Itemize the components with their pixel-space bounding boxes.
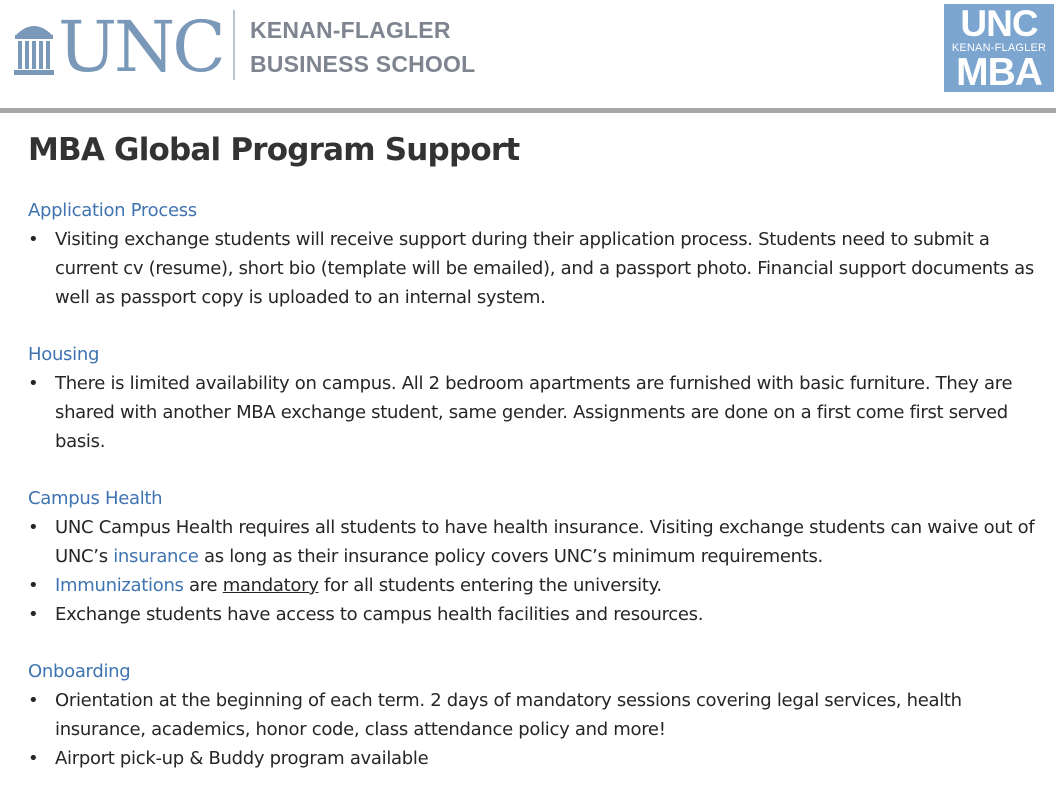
bullet-item: • Airport pick-up & Buddy program available [28,744,1048,773]
bullet-item [28,571,1048,600]
school-name-line1: KENAN-FLAGLER [250,17,451,43]
unc-logo[interactable] [12,6,223,88]
old-well-icon [12,15,56,79]
header-rule [0,108,1056,113]
section-application-process [28,196,1048,312]
section-campus-health [28,484,1048,629]
bullet-text: UNC Campus Health requires all students to have health insurance. Visiting exchange students can waive out of UNC’s [55,517,1035,567]
content [28,128,1048,773]
bullet-item [28,513,1048,571]
school-name-line2: BUSINESS SCHOOL [250,51,476,77]
bullet-item: • There is limited availability on campus. All 2 bedroom apartments are furnished with basic furniture. They are shared with another MBA exchange student, same gender. Assignments are done on a first come first served basis. [28,369,1048,456]
bullet-item: • Orientation at the beginning of each term. 2 days of mandatory sessions covering legal services, health insurance, academics, honor code, class attendance policy and more! [28,686,1048,744]
section-heading: Application Process [28,200,197,221]
bullet-text: for all students entering the university. [318,575,662,596]
section-heading: Housing [28,344,100,365]
section-heading: Campus Health [28,488,163,509]
bullet-list [28,513,1048,629]
badge-middle-text: KENAN-FLAGLER [951,42,1047,54]
section-onboarding [28,657,1048,773]
bullet-item: • Visiting exchange students will receive support during their application process. Students need to submit a current cv (resume), short bio (template will be emailed), and a passport photo. Financial support documents as well as passport copy is uploaded to an internal system. [28,225,1048,312]
bullet-text: are [183,575,223,596]
insurance-link[interactable]: insurance [113,546,199,567]
unc-logo-text: UNC [58,6,223,88]
bullet-text: as long as their insurance policy covers UNC’s minimum requirements. [198,546,823,567]
immunizations-link[interactable]: Immunizations [55,575,184,596]
header-divider [233,10,235,80]
bullet-list [28,369,1048,456]
unc-mba-badge[interactable] [944,4,1054,92]
school-name [250,13,475,81]
header [0,0,1056,108]
mandatory-text: mandatory [222,575,319,596]
bullet-list [28,225,1048,312]
section-heading: Onboarding [28,661,131,682]
page-title: MBA Global Program Support [28,132,520,168]
badge-bottom-text: MBA [956,51,1042,94]
bullet-item: • Exchange students have access to campus health facilities and resources. [28,600,1048,629]
bullet-list [28,686,1048,773]
badge-top-text: UNC [960,3,1038,44]
section-housing [28,340,1048,456]
